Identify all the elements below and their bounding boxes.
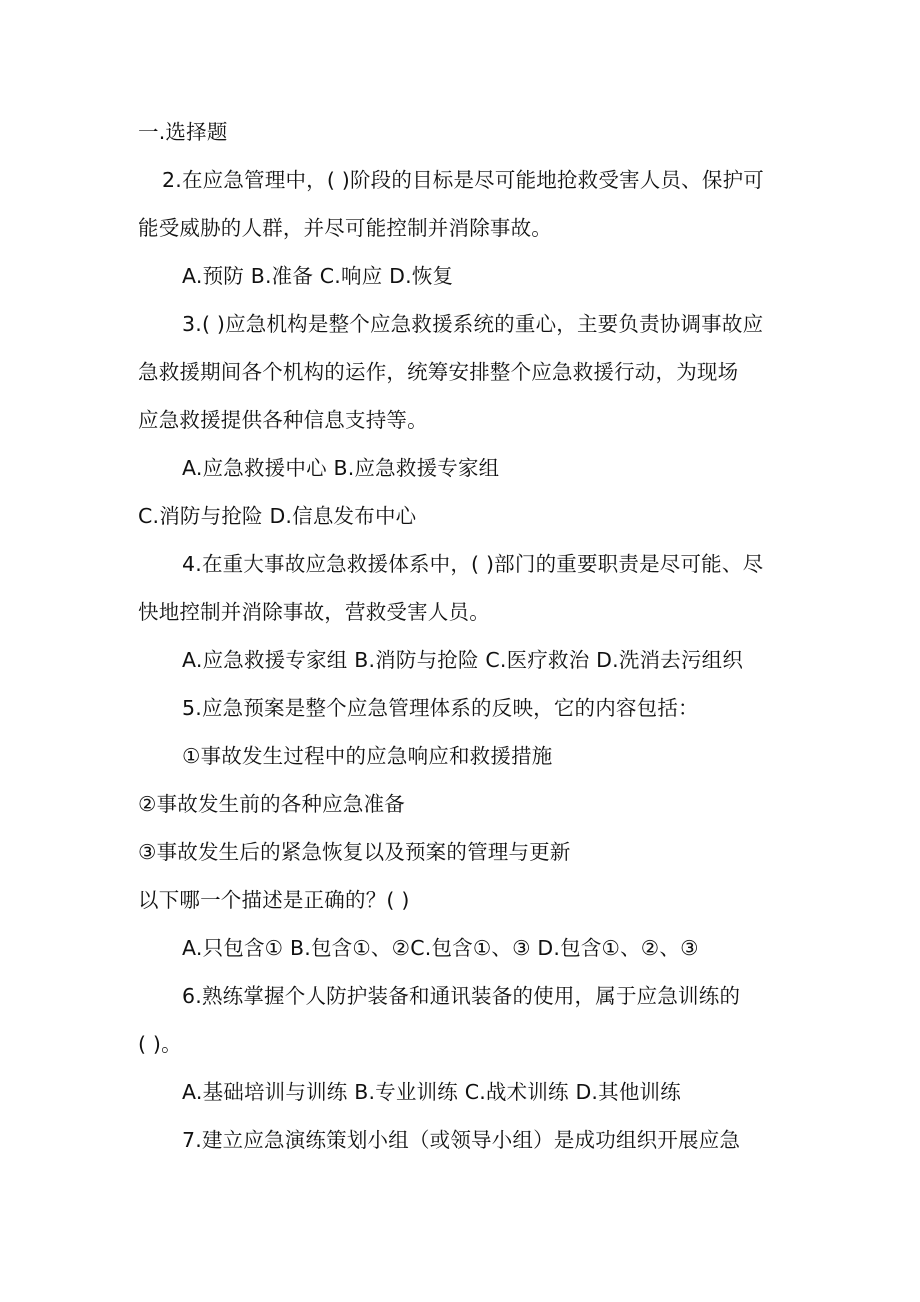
question-5-item-1: ①事故发生过程中的应急响应和救援措施 (182, 744, 553, 768)
question-7-line-1: 7.建立应急演练策划小组（或领导小组）是成功组织开展应急 (182, 1128, 741, 1152)
question-3-options-1: A.应急救援中心 B.应急救援专家组 (182, 456, 500, 480)
question-5-item-2: ②事故发生前的各种应急准备 (138, 792, 405, 816)
question-3-line-3: 应急救援提供各种信息支持等。 (138, 408, 428, 432)
question-3-line-1: 3.( )应急机构是整个应急救援系统的重心，主要负责协调事故应 (182, 312, 764, 336)
question-5-options: A.只包含① B.包含①、②C.包含①、③ D.包含①、②、③ (182, 936, 699, 960)
question-4-options: A.应急救援专家组 B.消防与抢险 C.医疗救治 D.洗消去污组织 (182, 648, 744, 672)
question-4-line-1: 4.在重大事故应急救援体系中，( )部门的重要职责是尽可能、尽 (182, 552, 764, 576)
question-2-options: A.预防 B.准备 C.响应 D.恢复 (182, 264, 454, 288)
question-3-options-2: C.消防与抢险 D.信息发布中心 (138, 504, 417, 528)
question-4-line-2: 快地控制并消除事故，营救受害人员。 (138, 600, 490, 624)
question-6-options: A.基础培训与训练 B.专业训练 C.战术训练 D.其他训练 (182, 1080, 681, 1104)
question-2-line-2: 能受威胁的人群，并尽可能控制并消除事故。 (138, 216, 552, 240)
question-6-line-1: 6.熟练掌握个人防护装备和通讯装备的使用，属于应急训练的 (182, 984, 741, 1008)
section-heading: 一.选择题 (138, 120, 228, 144)
question-5-line-1: 5.应急预案是整个应急管理体系的反映，它的内容包括： (182, 696, 699, 720)
question-5-prompt: 以下哪一个描述是正确的？( ) (138, 888, 410, 912)
question-5-item-3: ③事故发生后的紧急恢复以及预案的管理与更新 (138, 840, 571, 864)
question-6-line-2: ( )。 (138, 1032, 182, 1056)
question-2-line-1: 2.在应急管理中，( )阶段的目标是尽可能地抢救受害人员、保护可 (162, 168, 764, 192)
question-3-line-2: 急救援期间各个机构的运作，统筹安排整个应急救援行动，为现场 (138, 360, 739, 384)
